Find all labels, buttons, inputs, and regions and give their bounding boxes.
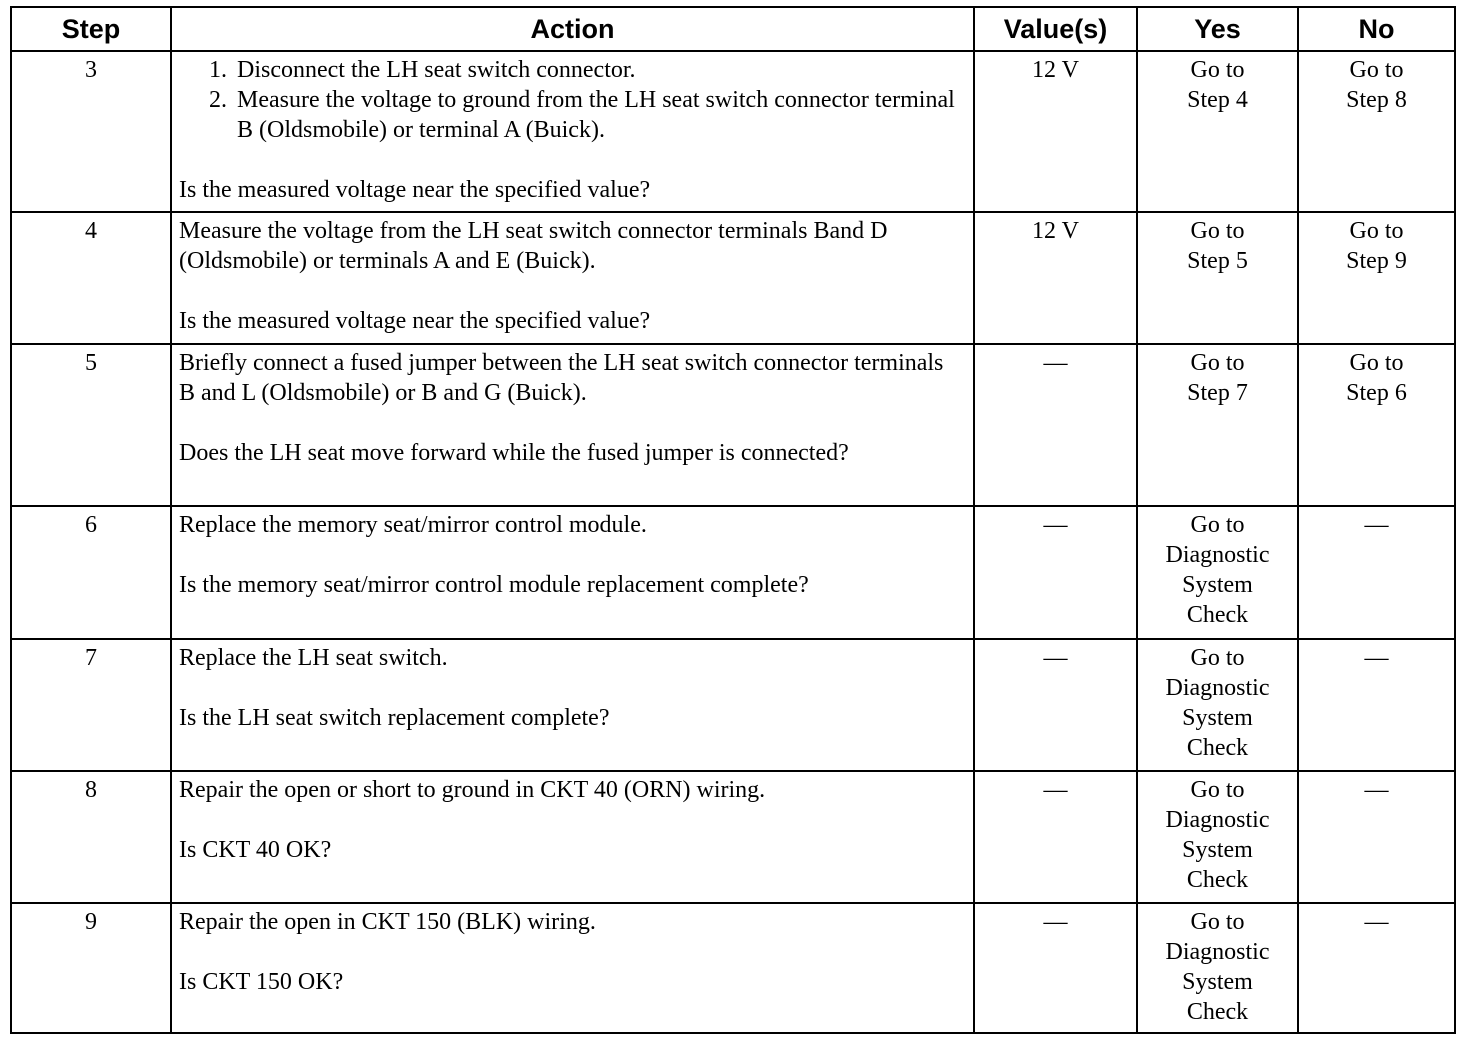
value-cell: 12 V <box>974 51 1137 212</box>
no-cell <box>1298 212 1455 344</box>
no-cell <box>1298 51 1455 212</box>
header-step: Step <box>11 7 171 51</box>
no-line: Go to <box>1349 350 1404 377</box>
action-cell <box>171 771 974 903</box>
header-row <box>11 7 1455 51</box>
action-text: Repair the open or short to ground in CKT 40 (ORN) wiring. <box>179 776 766 803</box>
no-cell: — <box>1298 506 1455 638</box>
yes-cell <box>1137 771 1298 903</box>
table-row <box>11 639 1455 771</box>
value-cell: — <box>974 771 1137 903</box>
yes-line: Check <box>1186 866 1249 893</box>
yes-line: Go to <box>1190 350 1245 377</box>
action-cell <box>171 344 974 506</box>
step-number: 5 <box>11 344 171 506</box>
action-question: Is the measured voltage near the specified value? <box>179 308 651 335</box>
action-text: Replace the LH seat switch. <box>179 644 448 671</box>
action-list <box>179 55 965 145</box>
action-cell <box>171 506 974 638</box>
yes-cell <box>1137 51 1298 212</box>
action-text: Replace the memory seat/mirror control module. <box>179 512 647 539</box>
yes-line: Go to <box>1190 776 1245 803</box>
value-cell: — <box>974 506 1137 638</box>
table-row <box>11 212 1455 344</box>
action-cell <box>171 639 974 771</box>
yes-line: Go to <box>1190 218 1245 245</box>
no-cell: — <box>1298 771 1455 903</box>
no-line: Go to <box>1349 57 1404 83</box>
no-line: Step 9 <box>1346 248 1407 275</box>
action-question: Does the LH seat move forward while the fused jumper is connected? <box>179 440 849 467</box>
table-row <box>11 771 1455 903</box>
header-action: Action <box>171 7 974 51</box>
yes-cell <box>1137 344 1298 506</box>
action-text: Repair the open in CKT 150 (BLK) wiring. <box>179 908 596 935</box>
no-cell: — <box>1298 639 1455 771</box>
value-cell: — <box>974 639 1137 771</box>
header-yes: Yes <box>1137 7 1298 51</box>
action-text: Measure the voltage from the LH seat switch connector terminals Band D (Oldsmobile) or terminals A and E (Buick). <box>179 218 888 275</box>
value-cell: — <box>974 903 1137 1033</box>
list-item: 1. Disconnect the LH seat switch connector. <box>233 55 965 85</box>
yes-line: System <box>1182 836 1253 863</box>
yes-line: Go to <box>1190 512 1245 539</box>
table-row <box>11 903 1455 1033</box>
yes-line: System <box>1182 704 1253 731</box>
action-question: Is the measured voltage near the specified value? <box>179 177 651 203</box>
yes-cell <box>1137 903 1298 1033</box>
no-line: Go to <box>1349 218 1404 245</box>
action-question: Is the memory seat/mirror control module replacement complete? <box>179 572 809 599</box>
yes-line: Go to <box>1190 644 1245 671</box>
no-cell: — <box>1298 903 1455 1033</box>
list-item: 2. Measure the voltage to ground from the LH seat switch connector terminal B (Oldsmobile) or terminal A (Buick). <box>233 85 965 145</box>
yes-cell <box>1137 639 1298 771</box>
step-number: 8 <box>11 771 171 903</box>
yes-line: Step 4 <box>1187 87 1248 113</box>
no-line: Step 8 <box>1346 87 1407 113</box>
yes-line: Diagnostic <box>1165 674 1270 701</box>
action-question: Is the LH seat switch replacement complete? <box>179 704 610 731</box>
value-cell: — <box>974 344 1137 506</box>
yes-cell <box>1137 212 1298 344</box>
action-cell <box>171 51 974 212</box>
table-row <box>11 51 1455 212</box>
step-number: 6 <box>11 506 171 638</box>
value-cell: 12 V <box>974 212 1137 344</box>
action-question: Is CKT 40 OK? <box>179 836 332 863</box>
step-number: 9 <box>11 903 171 1033</box>
yes-line: Check <box>1186 602 1249 629</box>
yes-line: Diagnostic <box>1165 806 1270 833</box>
action-text: Briefly connect a fused jumper between the LH seat switch connector terminals B and L (Oldsmobile) or B and G (Buick). <box>179 350 944 407</box>
action-cell <box>171 212 974 344</box>
yes-line: Check <box>1186 998 1249 1025</box>
no-line: Step 6 <box>1346 380 1407 407</box>
yes-line: System <box>1182 968 1253 995</box>
header-values: Value(s) <box>974 7 1137 51</box>
yes-line: Diagnostic <box>1165 542 1270 569</box>
yes-line: Diagnostic <box>1165 938 1270 965</box>
action-question: Is CKT 150 OK? <box>179 968 344 995</box>
table-row <box>11 344 1455 506</box>
diagnostic-table <box>10 6 1456 1034</box>
yes-line: Step 5 <box>1187 248 1248 275</box>
yes-cell <box>1137 506 1298 638</box>
yes-line: Go to <box>1190 908 1245 935</box>
step-number: 7 <box>11 639 171 771</box>
action-cell <box>171 903 974 1033</box>
yes-line: Step 7 <box>1187 380 1248 407</box>
yes-line: System <box>1182 572 1253 599</box>
no-cell <box>1298 344 1455 506</box>
table-row <box>11 506 1455 638</box>
step-number: 4 <box>11 212 171 344</box>
yes-line: Go to <box>1190 57 1245 83</box>
yes-line: Check <box>1186 734 1249 761</box>
step-number: 3 <box>11 51 171 212</box>
header-no: No <box>1298 7 1455 51</box>
